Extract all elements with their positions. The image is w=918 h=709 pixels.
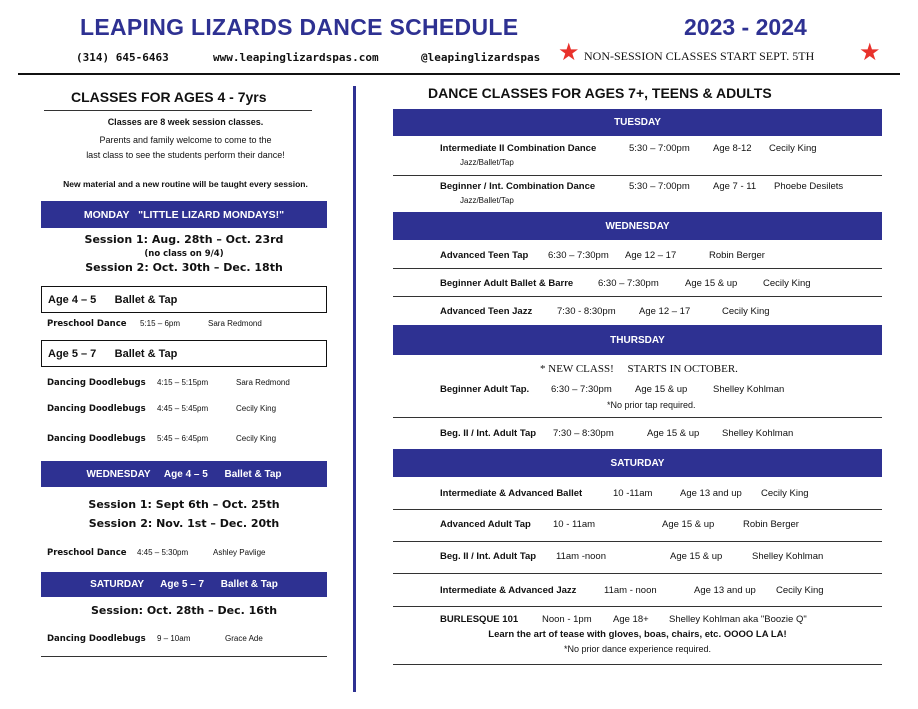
class-age: Age 13 and up — [694, 585, 756, 596]
class-time: 4:45 – 5:45pm — [157, 404, 209, 413]
class-time: 5:30 – 7:00pm — [629, 181, 690, 192]
class-name: Advanced Teen Jazz — [440, 306, 533, 317]
intro-line: New material and a new routine will be taught every session. — [63, 179, 308, 189]
class-time: 5:45 – 6:45pm — [157, 434, 209, 443]
class-name: Preschool Dance — [47, 548, 127, 558]
monday-bar — [41, 201, 327, 228]
divider — [393, 664, 882, 665]
header-divider — [18, 73, 900, 75]
class-time: 11am - noon — [604, 585, 657, 596]
monday-bar-label: MONDAY "LITTLE LIZARD MONDAYS!" — [83, 208, 285, 221]
class-teacher: Cecily King — [763, 278, 811, 289]
class-style: Jazz/Ballet/Tap — [460, 158, 514, 167]
class-teacher: Grace Ade — [225, 634, 263, 643]
class-age: Age 8-12 — [713, 143, 752, 154]
session-dates: Session 2: Nov. 1st – Dec. 20th — [88, 517, 280, 530]
class-teacher: Robin Berger — [743, 519, 799, 530]
class-name: Dancing Doodlebugs — [47, 634, 146, 644]
class-time: 10 - 11am — [553, 519, 596, 530]
session-dates: Session 1: Aug. 28th – Oct. 23rd — [84, 233, 284, 246]
age-group-label: Age 5 – 7 Ballet & Tap — [48, 347, 178, 360]
class-time: 4:45 – 5:30pm — [137, 548, 189, 557]
class-age: Age 15 & up — [635, 384, 688, 395]
class-name: Beg. II / Int. Adult Tap — [440, 551, 537, 562]
class-time: 4:15 – 5:15pm — [157, 378, 209, 387]
class-age: Age 12 – 17 — [625, 250, 677, 261]
class-style: Jazz/Ballet/Tap — [460, 196, 514, 205]
column-divider — [353, 86, 356, 692]
star-icon: ★ — [558, 39, 580, 66]
left-heading: CLASSES FOR AGES 4 - 7yrs — [71, 89, 267, 105]
wednesday-bar — [393, 212, 882, 240]
class-teacher: Shelley Kohlman — [752, 551, 824, 562]
class-name: Dancing Doodlebugs — [47, 434, 146, 444]
class-description: Learn the art of tease with gloves, boas, chairs, etc. OOOO LA LA! — [488, 629, 787, 640]
day-label: TUESDAY — [614, 117, 661, 128]
class-age: Age 15 & up — [662, 519, 715, 530]
class-teacher: Cecily King — [776, 585, 824, 596]
class-teacher: Cecily King — [236, 434, 277, 443]
class-name: Preschool Dance — [47, 319, 127, 329]
class-name: Beginner Adult Ballet & Barre — [440, 278, 574, 289]
wednesday-bar-label: WEDNESDAY Age 4 – 5 Ballet & Tap — [86, 468, 282, 480]
class-time: 6:30 – 7:30pm — [548, 250, 609, 261]
age-group-label: Age 4 – 5 Ballet & Tap — [48, 293, 178, 306]
class-teacher: Shelley Kohlman — [713, 384, 785, 395]
day-label: THURSDAY — [610, 334, 665, 346]
age-group-box — [41, 340, 327, 367]
class-name: Dancing Doodlebugs — [47, 404, 146, 414]
class-name: Beginner / Int. Combination Dance — [440, 181, 596, 192]
class-note: *No prior dance experience required. — [563, 644, 712, 654]
class-age: Age 7 - 11 — [713, 181, 757, 192]
divider — [393, 573, 882, 574]
wednesday-bar — [41, 461, 327, 487]
website-link[interactable]: www.leapinglizardspas.com — [213, 51, 379, 64]
star-icon: ★ — [859, 39, 881, 66]
class-teacher: Phoebe Desilets — [774, 181, 844, 192]
class-time: 5:15 – 6pm — [140, 319, 181, 328]
divider — [393, 606, 882, 607]
session-note: (no class on 9/4) — [144, 249, 224, 259]
divider — [393, 296, 882, 297]
divider — [393, 541, 882, 542]
class-age: Age 15 & up — [685, 278, 738, 289]
class-name: Intermediate II Combination Dance — [440, 143, 597, 154]
divider — [393, 509, 882, 510]
class-teacher: Cecily King — [722, 306, 770, 317]
class-name: Advanced Adult Tap — [440, 519, 531, 530]
class-time: 6:30 – 7:30pm — [598, 278, 659, 289]
tuesday-bar — [393, 109, 882, 136]
class-name: Advanced Teen Tap — [440, 250, 529, 261]
class-age: Age 12 – 17 — [639, 306, 691, 317]
class-age: Age 13 and up — [680, 488, 742, 499]
thursday-bar — [393, 325, 882, 355]
class-teacher: Sara Redmond — [236, 378, 290, 387]
page-title: LEAPING LIZARDS DANCE SCHEDULE — [80, 14, 519, 40]
class-name: Dancing Doodlebugs — [47, 378, 146, 388]
saturday-bar-label: SATURDAY Age 5 – 7 Ballet & Tap — [90, 579, 278, 590]
class-teacher: Robin Berger — [709, 250, 765, 261]
saturday-bar — [41, 572, 327, 597]
class-time: 6:30 – 7:30pm — [551, 384, 612, 395]
intro-line: last class to see the students perform their dance! — [86, 150, 285, 160]
class-teacher: Cecily King — [769, 143, 817, 154]
class-teacher: Sara Redmond — [208, 319, 262, 328]
class-name: Intermediate & Advanced Jazz — [440, 585, 577, 596]
class-time: 7:30 – 8:30pm — [553, 428, 614, 439]
class-teacher: Shelley Kohlman — [722, 428, 794, 439]
class-name: Beginner Adult Tap. — [440, 384, 530, 395]
class-note: *No prior tap required. — [607, 400, 696, 410]
phone-number: (314) 645-6463 — [76, 51, 169, 64]
class-time: 11am -noon — [556, 551, 606, 562]
class-time: 5:30 – 7:00pm — [629, 143, 690, 154]
school-year: 2023 - 2024 — [684, 14, 807, 40]
session-dates: Session 1: Sept 6th – Oct. 25th — [88, 498, 280, 511]
class-time: 10 -11am — [613, 488, 653, 499]
class-age: Age 15 & up — [670, 551, 723, 562]
class-teacher: Cecily King — [236, 404, 277, 413]
saturday-bar — [393, 449, 882, 477]
class-name: Intermediate & Advanced Ballet — [440, 488, 583, 499]
divider — [393, 417, 882, 418]
class-time: Noon - 1pm — [542, 614, 592, 625]
divider — [41, 656, 327, 657]
class-name: BURLESQUE 101 — [440, 614, 519, 625]
new-class-notice: * NEW CLASS! STARTS IN OCTOBER. — [540, 363, 738, 375]
day-label: SATURDAY — [610, 457, 665, 469]
right-heading: DANCE CLASSES FOR AGES 7+, TEENS & ADULTS — [428, 85, 772, 101]
class-teacher: Cecily King — [761, 488, 809, 499]
intro-line: Parents and family welcome to come to the — [99, 135, 272, 145]
session-dates: Session 2: Oct. 30th – Dec. 18th — [85, 261, 283, 274]
session-dates: Session: Oct. 28th – Dec. 16th — [90, 604, 278, 617]
class-teacher: Ashley Pavlige — [213, 548, 266, 557]
divider — [393, 175, 882, 176]
class-age: Age 18+ — [613, 614, 649, 625]
class-teacher: Shelley Kohlman aka "Boozie Q" — [669, 614, 807, 625]
non-session-notice: NON-SESSION CLASSES START SEPT. 5TH — [584, 49, 815, 63]
class-name: Beg. II / Int. Adult Tap — [440, 428, 537, 439]
day-label: WEDNESDAY — [605, 220, 670, 232]
divider — [44, 110, 312, 111]
intro-line: Classes are 8 week session classes. — [107, 117, 264, 127]
social-handle: @leapinglizardspas — [421, 51, 541, 64]
age-group-box — [41, 286, 327, 313]
divider — [393, 268, 882, 269]
class-age: Age 15 & up — [647, 428, 700, 439]
class-time: 9 – 10am — [157, 634, 191, 643]
class-time: 7:30 - 8:30pm — [557, 306, 616, 317]
